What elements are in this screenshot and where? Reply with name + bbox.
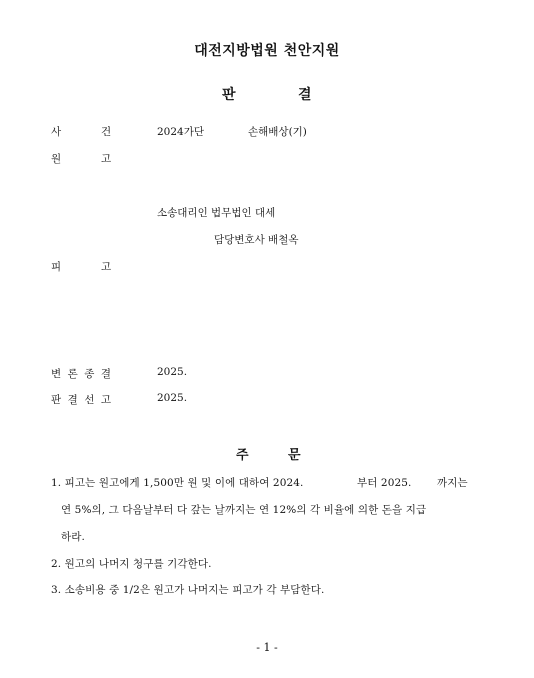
order-title-left: 주 <box>236 448 249 463</box>
order-item-1-part-3: 까지는 <box>437 477 468 489</box>
judgment-date-char-2: 결 <box>67 394 78 406</box>
doc-title-left: 판 <box>222 87 236 103</box>
order-item-1-part-2: 부터 2025. <box>357 477 412 489</box>
defendant-label-left: 피 <box>51 261 62 273</box>
hearing-end-label <box>51 366 111 381</box>
plaintiff-lawyer: 담당변호사 배철옥 <box>214 234 299 246</box>
plaintiff-label-right: 고 <box>101 153 112 165</box>
hearing-end-char-4: 결 <box>100 368 111 380</box>
case-label-right: 건 <box>101 126 112 138</box>
judgment-date-char-1: 판 <box>51 394 62 406</box>
order-item-1-line-2: 연 5%의, 그 다음날부터 다 갚는 날까지는 연 12%의 각 비율에 의한 돈을 지급 <box>61 504 427 516</box>
defendant-label-right: 고 <box>101 261 112 273</box>
hearing-end-char-2: 론 <box>67 368 78 380</box>
order-item-1-line-3: 하라. <box>61 531 85 543</box>
doc-title-right: 결 <box>298 87 312 103</box>
case-name: 손해배상(기) <box>248 126 307 138</box>
judgment-date-label <box>51 392 111 407</box>
case-number: 2024가단 <box>157 126 205 138</box>
order-item-3: 3. 소송비용 중 1/2은 원고가 나머지는 피고가 각 부담한다. <box>51 584 325 596</box>
case-label-left: 사 <box>51 126 62 138</box>
judgment-date-char-4: 고 <box>100 394 111 406</box>
order-item-1-part-1: 1. 피고는 원고에게 1,500만 원 및 이에 대하여 2024. <box>51 477 304 489</box>
hearing-end-char-3: 종 <box>84 368 95 380</box>
plaintiff-label-left: 원 <box>51 153 62 165</box>
order-title-right: 문 <box>288 448 301 463</box>
judgment-date-char-3: 선 <box>84 394 95 406</box>
hearing-end-char-1: 변 <box>51 368 62 380</box>
hearing-end-date: 2025. <box>157 366 188 378</box>
page-number: - 1 - <box>256 641 278 654</box>
court-name: 대전지방법원 천안지원 <box>194 43 340 59</box>
plaintiff-representative: 소송대리인 법무법인 대세 <box>157 207 276 219</box>
judgment-date: 2025. <box>157 392 188 404</box>
order-item-2: 2. 원고의 나머지 청구를 기각한다. <box>51 558 212 570</box>
